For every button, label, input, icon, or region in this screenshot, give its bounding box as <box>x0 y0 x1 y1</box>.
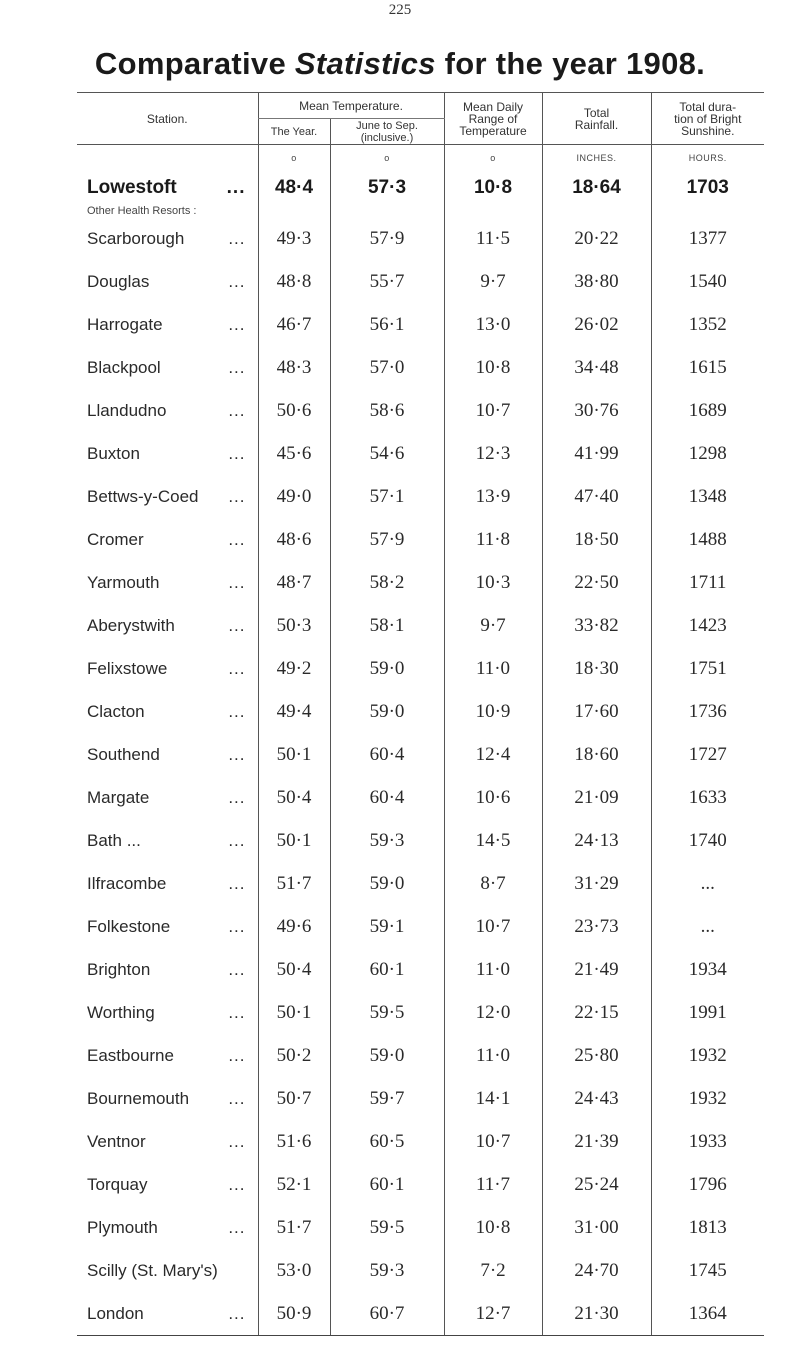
table-row <box>77 561 764 604</box>
cell-range: 9·7 <box>444 604 542 647</box>
station-name: Ilfracombe <box>87 873 167 893</box>
cell-rainfall: 18·30 <box>542 647 651 690</box>
leader-dots: ... <box>228 529 246 549</box>
units-range: o <box>444 145 542 172</box>
station-name-cell <box>77 905 258 948</box>
cell-year: 50·1 <box>258 819 330 862</box>
station-name: Llandudno <box>87 400 167 420</box>
header-row-top <box>77 93 764 119</box>
cell-sunshine: 1740 <box>651 819 764 862</box>
cell-rainfall: 21·30 <box>542 1292 651 1336</box>
cell-year: 51·7 <box>258 862 330 905</box>
lowestoft-station <box>77 171 258 205</box>
station-name: Aberystwith <box>87 615 175 635</box>
cell-june-sep: 59·0 <box>330 647 444 690</box>
lowestoft-dots: ... <box>226 177 246 198</box>
cell-june-sep: 56·1 <box>330 303 444 346</box>
units-june-sep: o <box>330 145 444 172</box>
cell-rainfall: 26·02 <box>542 303 651 346</box>
station-name: Scarborough <box>87 228 185 248</box>
cell-june-sep: 59·5 <box>330 991 444 1034</box>
cell-june-sep: 58·1 <box>330 604 444 647</box>
cell-range: 10·7 <box>444 389 542 432</box>
cell-june-sep: 59·3 <box>330 1249 444 1292</box>
station-name-cell <box>77 260 258 303</box>
cell-sunshine: ... <box>651 862 764 905</box>
cell-june-sep: 60·1 <box>330 1163 444 1206</box>
header-the-year: The Year. <box>258 119 330 145</box>
subhead-spacer <box>444 205 542 217</box>
leader-dots: ... <box>228 658 246 678</box>
cell-year: 49·4 <box>258 690 330 733</box>
table-row <box>77 1077 764 1120</box>
cell-rainfall: 31·29 <box>542 862 651 905</box>
cell-range: 12·0 <box>444 991 542 1034</box>
cell-range: 11·7 <box>444 1163 542 1206</box>
header-sunshine-line1: Total dura- <box>679 99 737 114</box>
cell-range: 10·9 <box>444 690 542 733</box>
lowestoft-sunshine: 1703 <box>651 171 764 205</box>
station-name-cell <box>77 217 258 260</box>
leader-dots: ... <box>228 916 246 936</box>
leader-dots: ... <box>228 443 246 463</box>
cell-year: 45·6 <box>258 432 330 475</box>
cell-june-sep: 59·1 <box>330 905 444 948</box>
leader-dots: ... <box>228 1174 246 1194</box>
units-station <box>77 145 258 172</box>
cell-year: 52·1 <box>258 1163 330 1206</box>
cell-june-sep: 57·9 <box>330 217 444 260</box>
cell-range: 10·7 <box>444 905 542 948</box>
cell-year: 48·3 <box>258 346 330 389</box>
table-row <box>77 1206 764 1249</box>
cell-sunshine: 1934 <box>651 948 764 991</box>
station-name: Ventnor <box>87 1131 146 1151</box>
cell-sunshine: 1615 <box>651 346 764 389</box>
other-resorts-label: Other Health Resorts : <box>87 205 197 217</box>
leader-dots: ... <box>228 701 246 721</box>
cell-rainfall: 18·50 <box>542 518 651 561</box>
cell-june-sep: 55·7 <box>330 260 444 303</box>
subhead-spacer <box>330 205 444 217</box>
cell-sunshine: 1423 <box>651 604 764 647</box>
cell-rainfall: 21·49 <box>542 948 651 991</box>
header-range-line1: Mean Daily <box>462 99 524 114</box>
station-name: Buxton <box>87 443 140 463</box>
cell-sunshine: ... <box>651 905 764 948</box>
header-june-line2: (inclusive.) <box>360 131 414 144</box>
cell-june-sep: 60·1 <box>330 948 444 991</box>
header-sunshine-line2: tion of Bright <box>674 111 742 126</box>
header-mean-daily-range <box>444 93 542 145</box>
cell-range: 11·0 <box>444 647 542 690</box>
station-name-cell <box>77 991 258 1034</box>
cell-rainfall: 38·80 <box>542 260 651 303</box>
cell-range: 7·2 <box>444 1249 542 1292</box>
leader-dots: ... <box>228 744 246 764</box>
cell-year: 51·7 <box>258 1206 330 1249</box>
cell-year: 49·6 <box>258 905 330 948</box>
station-name: Felixstowe <box>87 658 168 678</box>
station-name-cell <box>77 862 258 905</box>
cell-year: 48·8 <box>258 260 330 303</box>
station-name-cell <box>77 561 258 604</box>
cell-june-sep: 60·4 <box>330 776 444 819</box>
lowestoft-june-sep: 57·3 <box>330 171 444 205</box>
leader-dots: ... <box>228 228 246 248</box>
lowestoft-year: 48·4 <box>258 171 330 205</box>
table-row <box>77 819 764 862</box>
header-total-sunshine <box>651 93 764 145</box>
cell-range: 14·5 <box>444 819 542 862</box>
other-resorts-row <box>77 205 764 217</box>
cell-year: 50·1 <box>258 991 330 1034</box>
cell-june-sep: 59·7 <box>330 1077 444 1120</box>
cell-year: 50·1 <box>258 733 330 776</box>
station-name-cell <box>77 346 258 389</box>
cell-range: 11·5 <box>444 217 542 260</box>
cell-sunshine: 1991 <box>651 991 764 1034</box>
station-name-cell <box>77 1034 258 1077</box>
cell-rainfall: 33·82 <box>542 604 651 647</box>
header-station <box>77 93 258 145</box>
cell-range: 14·1 <box>444 1077 542 1120</box>
cell-range: 11·0 <box>444 948 542 991</box>
cell-sunshine: 1933 <box>651 1120 764 1163</box>
leader-dots: ... <box>228 787 246 807</box>
cell-rainfall: 22·15 <box>542 991 651 1034</box>
cell-range: 13·9 <box>444 475 542 518</box>
header-rainfall-line2: Rainfall. <box>574 117 619 132</box>
cell-june-sep: 59·3 <box>330 819 444 862</box>
leader-dots: ... <box>228 1303 246 1323</box>
cell-rainfall: 47·40 <box>542 475 651 518</box>
station-name-cell <box>77 1292 258 1336</box>
station-name: Blackpool <box>87 357 161 377</box>
cell-sunshine: 1352 <box>651 303 764 346</box>
station-name: Scilly (St. Mary's) <box>87 1260 218 1280</box>
cell-sunshine: 1711 <box>651 561 764 604</box>
leader-dots: ... <box>228 1131 246 1151</box>
table-row <box>77 1034 764 1077</box>
station-name: Bath ... <box>87 830 141 850</box>
cell-year: 49·2 <box>258 647 330 690</box>
leader-dots: ... <box>228 357 246 377</box>
leader-dots: ... <box>228 1045 246 1065</box>
header-station-label: Station. <box>146 111 188 126</box>
header-rainfall-line1: Total <box>583 105 610 120</box>
header-range-line2: Range of <box>468 111 518 126</box>
table-row <box>77 346 764 389</box>
cell-range: 11·8 <box>444 518 542 561</box>
cell-sunshine: 1689 <box>651 389 764 432</box>
cell-year: 48·6 <box>258 518 330 561</box>
station-name-cell <box>77 1249 258 1292</box>
cell-june-sep: 60·4 <box>330 733 444 776</box>
table-row <box>77 1249 764 1292</box>
station-name-cell <box>77 1206 258 1249</box>
cell-year: 51·6 <box>258 1120 330 1163</box>
cell-sunshine: 1932 <box>651 1034 764 1077</box>
cell-june-sep: 59·0 <box>330 1034 444 1077</box>
leader-dots: ... <box>228 271 246 291</box>
cell-rainfall: 25·24 <box>542 1163 651 1206</box>
lowestoft-station-label: Lowestoft <box>87 177 177 198</box>
cell-june-sep: 57·9 <box>330 518 444 561</box>
station-name: London <box>87 1303 144 1323</box>
cell-sunshine: 1348 <box>651 475 764 518</box>
lowestoft-row <box>77 171 764 205</box>
station-name: Southend <box>87 744 160 764</box>
table-row <box>77 475 764 518</box>
cell-sunshine: 1633 <box>651 776 764 819</box>
subhead-spacer <box>542 205 651 217</box>
units-row <box>77 145 764 172</box>
leader-dots: ... <box>228 1088 246 1108</box>
cell-range: 10·3 <box>444 561 542 604</box>
table-row <box>77 776 764 819</box>
table-row <box>77 948 764 991</box>
station-name: Worthing <box>87 1002 155 1022</box>
cell-range: 10·7 <box>444 1120 542 1163</box>
cell-year: 48·7 <box>258 561 330 604</box>
station-name: Folkestone <box>87 916 171 936</box>
leader-dots: ... <box>228 486 246 506</box>
table-row <box>77 733 764 776</box>
station-name: Eastbourne <box>87 1045 174 1065</box>
table-row <box>77 389 764 432</box>
station-name-cell <box>77 604 258 647</box>
cell-sunshine: 1745 <box>651 1249 764 1292</box>
cell-sunshine: 1540 <box>651 260 764 303</box>
cell-june-sep: 58·6 <box>330 389 444 432</box>
table-row <box>77 991 764 1034</box>
station-name: Plymouth <box>87 1217 158 1237</box>
station-name: Bettws-y-Coed <box>87 486 199 506</box>
station-name: Brighton <box>87 959 151 979</box>
station-name-cell <box>77 432 258 475</box>
table-row <box>77 1163 764 1206</box>
station-name: Harrogate <box>87 314 163 334</box>
cell-sunshine: 1298 <box>651 432 764 475</box>
cell-rainfall: 23·73 <box>542 905 651 948</box>
cell-year: 49·0 <box>258 475 330 518</box>
cell-june-sep: 59·0 <box>330 862 444 905</box>
cell-sunshine: 1364 <box>651 1292 764 1336</box>
title-part-year: for the year 1908. <box>435 46 706 81</box>
cell-sunshine: 1932 <box>651 1077 764 1120</box>
subhead-spacer <box>651 205 764 217</box>
cell-rainfall: 25·80 <box>542 1034 651 1077</box>
title-part-comparative: Comparative <box>94 46 295 81</box>
station-name-cell <box>77 389 258 432</box>
cell-june-sep: 60·7 <box>330 1292 444 1336</box>
subhead-spacer <box>258 205 330 217</box>
cell-year: 49·3 <box>258 217 330 260</box>
header-mean-temperature: Mean Temperature. <box>258 93 444 119</box>
cell-range: 12·7 <box>444 1292 542 1336</box>
statistics-table <box>77 92 764 1336</box>
leader-dots: ... <box>228 830 246 850</box>
lowestoft-rainfall: 18·64 <box>542 171 651 205</box>
cell-year: 50·6 <box>258 389 330 432</box>
station-name: Margate <box>87 787 150 807</box>
cell-june-sep: 59·5 <box>330 1206 444 1249</box>
cell-rainfall: 31·00 <box>542 1206 651 1249</box>
table-row <box>77 905 764 948</box>
station-name-cell <box>77 647 258 690</box>
cell-range: 10·6 <box>444 776 542 819</box>
cell-sunshine: 1727 <box>651 733 764 776</box>
cell-rainfall: 24·43 <box>542 1077 651 1120</box>
station-name-cell <box>77 303 258 346</box>
cell-rainfall: 18·60 <box>542 733 651 776</box>
lowestoft-range: 10·8 <box>444 171 542 205</box>
table-row <box>77 260 764 303</box>
table-row <box>77 690 764 733</box>
station-name: Bournemouth <box>87 1088 190 1108</box>
leader-dots: ... <box>228 572 246 592</box>
cell-rainfall: 41·99 <box>542 432 651 475</box>
station-name-cell <box>77 733 258 776</box>
cell-rainfall: 21·09 <box>542 776 651 819</box>
cell-rainfall: 30·76 <box>542 389 651 432</box>
cell-range: 8·7 <box>444 862 542 905</box>
header-total-rainfall <box>542 93 651 145</box>
units-sunshine: HOURS. <box>651 145 764 172</box>
table-row <box>77 432 764 475</box>
cell-sunshine: 1736 <box>651 690 764 733</box>
table-row <box>77 604 764 647</box>
cell-june-sep: 58·2 <box>330 561 444 604</box>
cell-year: 50·3 <box>258 604 330 647</box>
table-row <box>77 303 764 346</box>
leader-dots: ... <box>228 1002 246 1022</box>
station-name: Torquay <box>87 1174 148 1194</box>
station-name-cell <box>77 475 258 518</box>
station-name-cell <box>77 690 258 733</box>
cell-range: 13·0 <box>444 303 542 346</box>
cell-sunshine: 1796 <box>651 1163 764 1206</box>
station-name-cell <box>77 819 258 862</box>
station-name-cell <box>77 1120 258 1163</box>
cell-sunshine: 1813 <box>651 1206 764 1249</box>
leader-dots: ... <box>228 1217 246 1237</box>
cell-june-sep: 57·1 <box>330 475 444 518</box>
station-name: Yarmouth <box>87 572 160 592</box>
cell-rainfall: 21·39 <box>542 1120 651 1163</box>
cell-sunshine: 1377 <box>651 217 764 260</box>
leader-dots: ... <box>228 314 246 334</box>
cell-rainfall: 20·22 <box>542 217 651 260</box>
header-june-line1: June to Sep. <box>356 119 418 132</box>
cell-year: 50·7 <box>258 1077 330 1120</box>
cell-year: 50·9 <box>258 1292 330 1336</box>
page-title <box>0 46 800 82</box>
leader-dots: ... <box>228 615 246 635</box>
station-name-cell <box>77 948 258 991</box>
cell-rainfall: 24·13 <box>542 819 651 862</box>
table-row <box>77 862 764 905</box>
header-range-line3: Temperature <box>459 123 527 138</box>
table-row <box>77 647 764 690</box>
cell-range: 10·8 <box>444 1206 542 1249</box>
cell-june-sep: 57·0 <box>330 346 444 389</box>
cell-year: 46·7 <box>258 303 330 346</box>
units-rainfall: INCHES. <box>542 145 651 172</box>
cell-june-sep: 60·5 <box>330 1120 444 1163</box>
station-name-cell <box>77 776 258 819</box>
cell-sunshine: 1488 <box>651 518 764 561</box>
cell-year: 50·4 <box>258 776 330 819</box>
cell-rainfall: 22·50 <box>542 561 651 604</box>
cell-june-sep: 59·0 <box>330 690 444 733</box>
station-name: Clacton <box>87 701 145 721</box>
station-name: Cromer <box>87 529 144 549</box>
cell-year: 53·0 <box>258 1249 330 1292</box>
station-name-cell <box>77 518 258 561</box>
cell-range: 10·8 <box>444 346 542 389</box>
cell-rainfall: 24·70 <box>542 1249 651 1292</box>
station-name-cell <box>77 1077 258 1120</box>
page-number: 225 <box>388 2 412 18</box>
station-name-cell <box>77 1163 258 1206</box>
table-row <box>77 518 764 561</box>
cell-rainfall: 17·60 <box>542 690 651 733</box>
cell-rainfall: 34·48 <box>542 346 651 389</box>
cell-range: 12·4 <box>444 733 542 776</box>
table-row <box>77 217 764 260</box>
table-row <box>77 1120 764 1163</box>
cell-range: 12·3 <box>444 432 542 475</box>
cell-year: 50·2 <box>258 1034 330 1077</box>
units-year: o <box>258 145 330 172</box>
leader-dots: ... <box>228 959 246 979</box>
cell-year: 50·4 <box>258 948 330 991</box>
station-name: Douglas <box>87 271 150 291</box>
cell-sunshine: 1751 <box>651 647 764 690</box>
cell-june-sep: 54·6 <box>330 432 444 475</box>
title-part-statistics: Statistics <box>294 46 436 81</box>
leader-dots: ... <box>228 873 246 893</box>
leader-dots: ... <box>228 400 246 420</box>
header-june-to-sep <box>330 119 444 145</box>
table-row <box>77 1292 764 1336</box>
header-sunshine-line3: Sunshine. <box>681 123 735 138</box>
cell-range: 11·0 <box>444 1034 542 1077</box>
cell-range: 9·7 <box>444 260 542 303</box>
